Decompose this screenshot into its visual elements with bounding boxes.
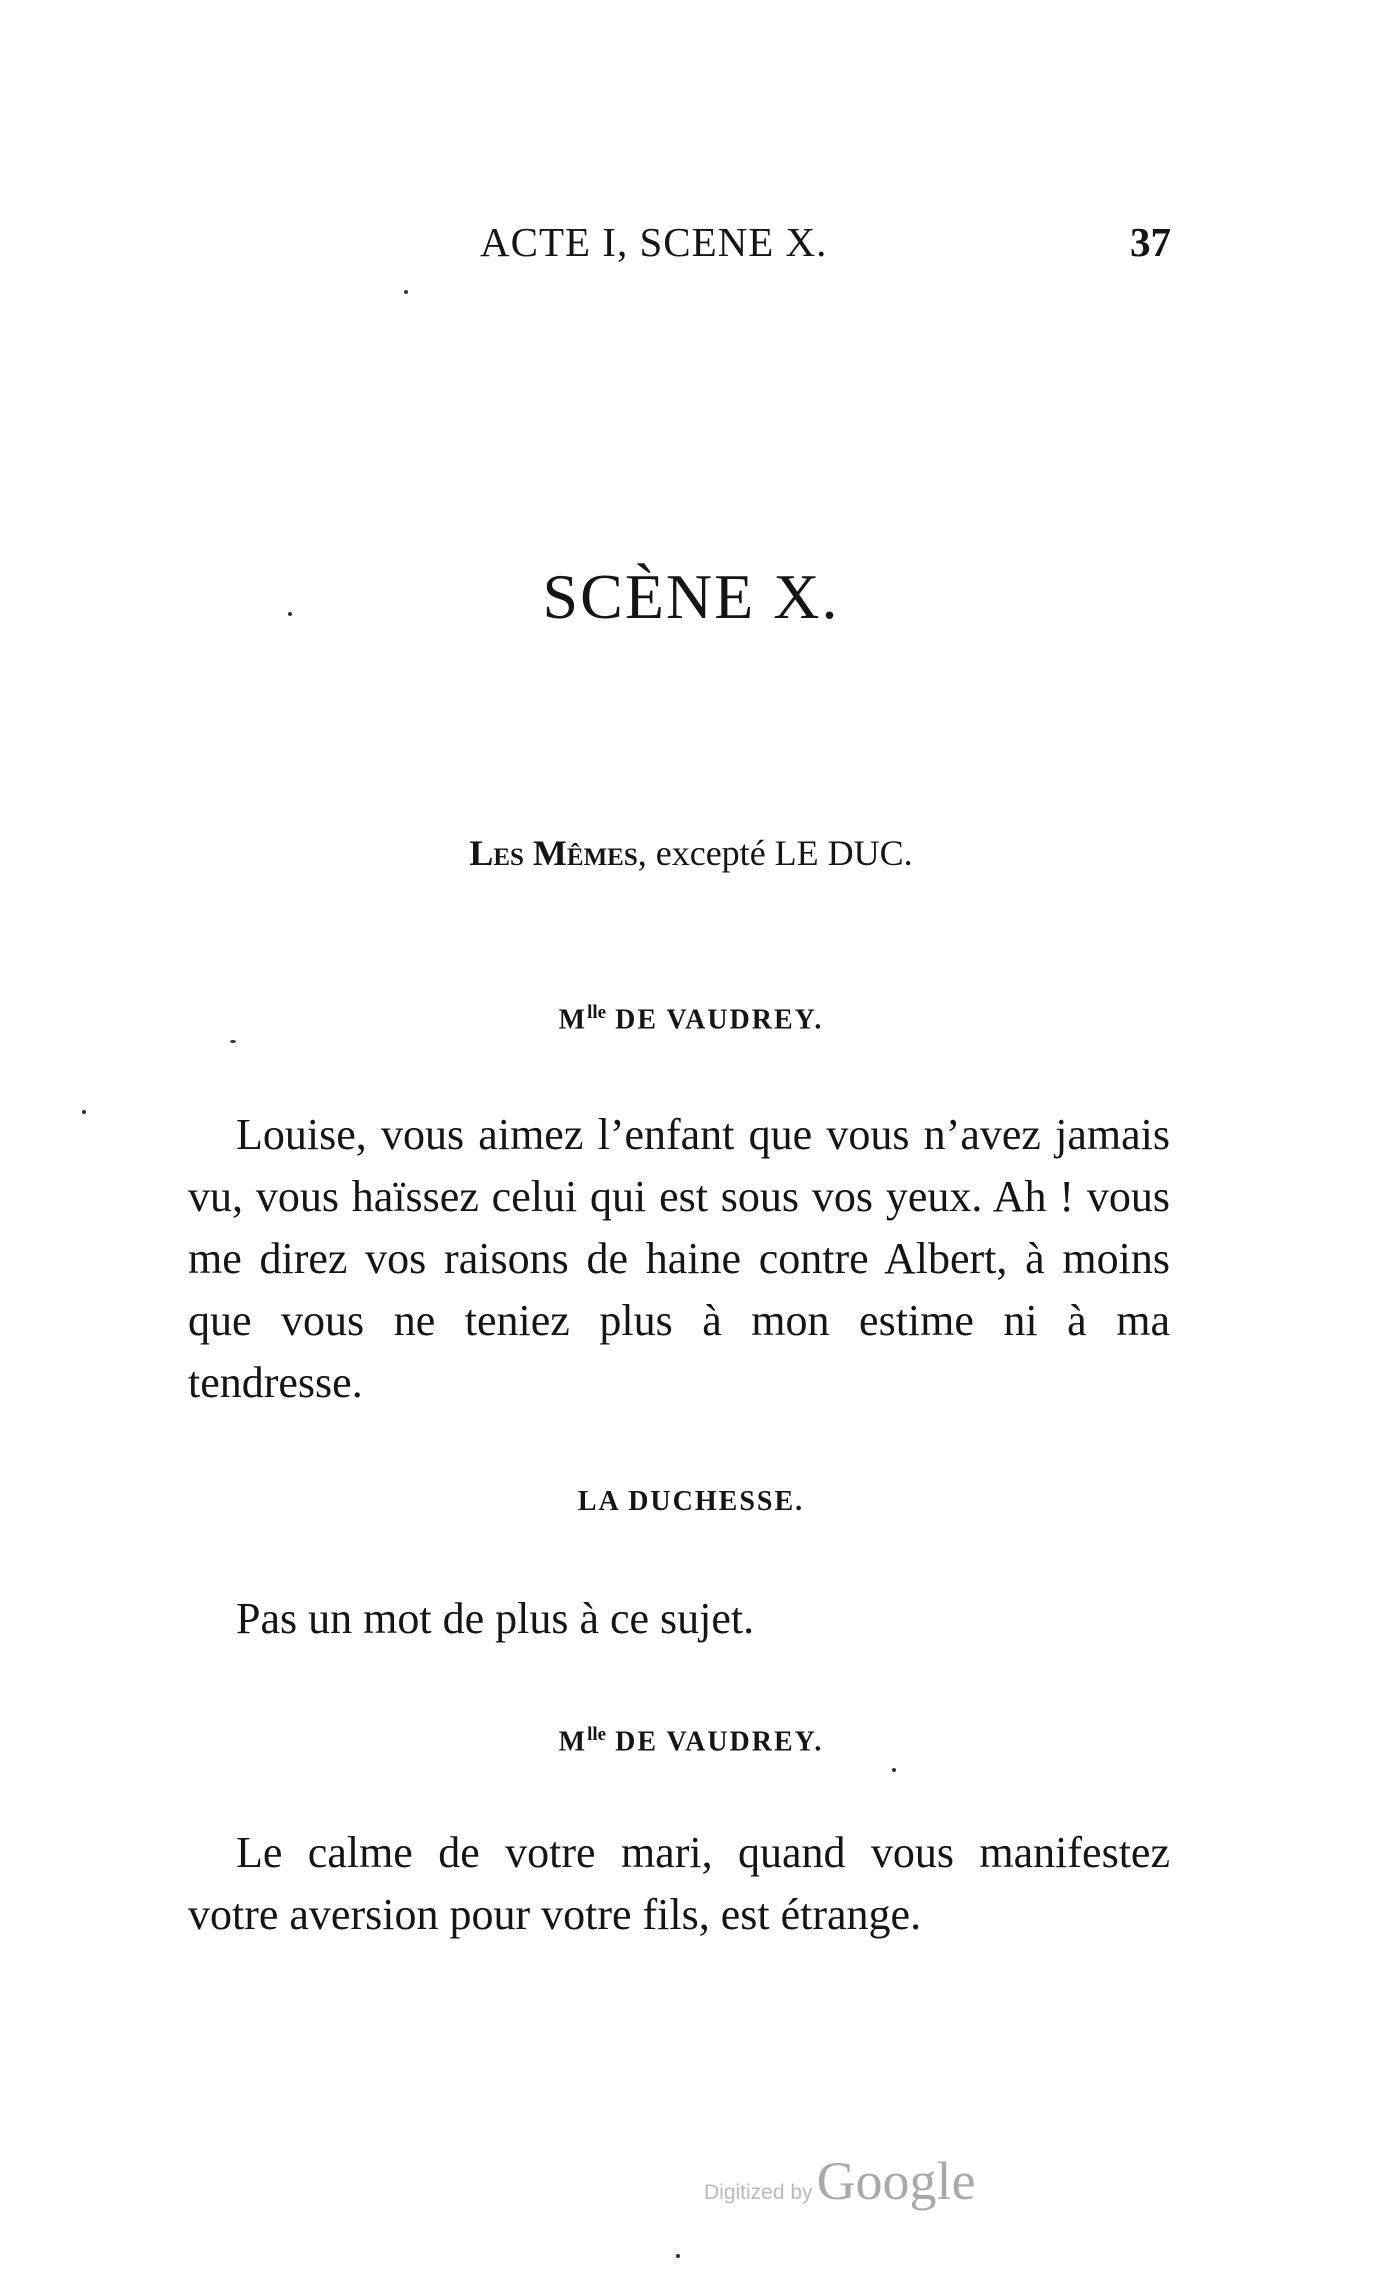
print-speck bbox=[288, 612, 292, 616]
speech-paragraph: Louise, vous aimez l’enfant que vous n’avez jamais vu, vous haïssez celui qui est sous vos yeux. Ah ! vous me direz vos raisons de haine contre Albert, à moins que vous ne teniez plus à mon estime ni à ma tendresse. bbox=[188, 1110, 1170, 1407]
speaker-rest: DE VAUDREY. bbox=[606, 1004, 824, 1036]
print-speck bbox=[892, 1768, 896, 1772]
page-number: 37 bbox=[1130, 219, 1171, 265]
running-title: ACTE I, SCENE X. bbox=[480, 219, 828, 265]
speaker-name: LA DUCHESSE. bbox=[577, 1486, 805, 1517]
cast-list bbox=[0, 832, 1382, 874]
speaker-prefix: M bbox=[558, 1004, 588, 1036]
print-speck bbox=[404, 290, 408, 294]
print-speck bbox=[230, 1040, 236, 1043]
google-logo: Google bbox=[816, 2151, 976, 2211]
print-speck bbox=[676, 2254, 680, 2258]
print-speck bbox=[82, 1110, 86, 1114]
speech-paragraph: Pas un mot de plus à ce sujet. bbox=[236, 1594, 755, 1643]
cast-except: , excepté bbox=[637, 833, 775, 873]
digitized-credit bbox=[704, 2150, 976, 2212]
speaker-name bbox=[0, 1002, 1382, 1036]
digitized-by-text: Digitized by bbox=[704, 2181, 813, 2204]
speaker-rest: DE VAUDREY. bbox=[606, 1726, 824, 1758]
speaker-name bbox=[0, 1724, 1382, 1758]
cast-le-duc: LE DUC. bbox=[774, 833, 913, 873]
cast-les-memes: Les Mêmes bbox=[469, 833, 638, 873]
speaker-prefix: M bbox=[558, 1726, 588, 1758]
speech-paragraph: Le calme de votre mari, quand vous manifestez votre aversion pour votre fils, est étrange. bbox=[188, 1828, 1170, 1939]
speaker-superscript: lle bbox=[587, 1724, 607, 1745]
speaker-superscript: lle bbox=[587, 1002, 607, 1023]
scene-title: SCÈNE X. bbox=[542, 561, 840, 632]
